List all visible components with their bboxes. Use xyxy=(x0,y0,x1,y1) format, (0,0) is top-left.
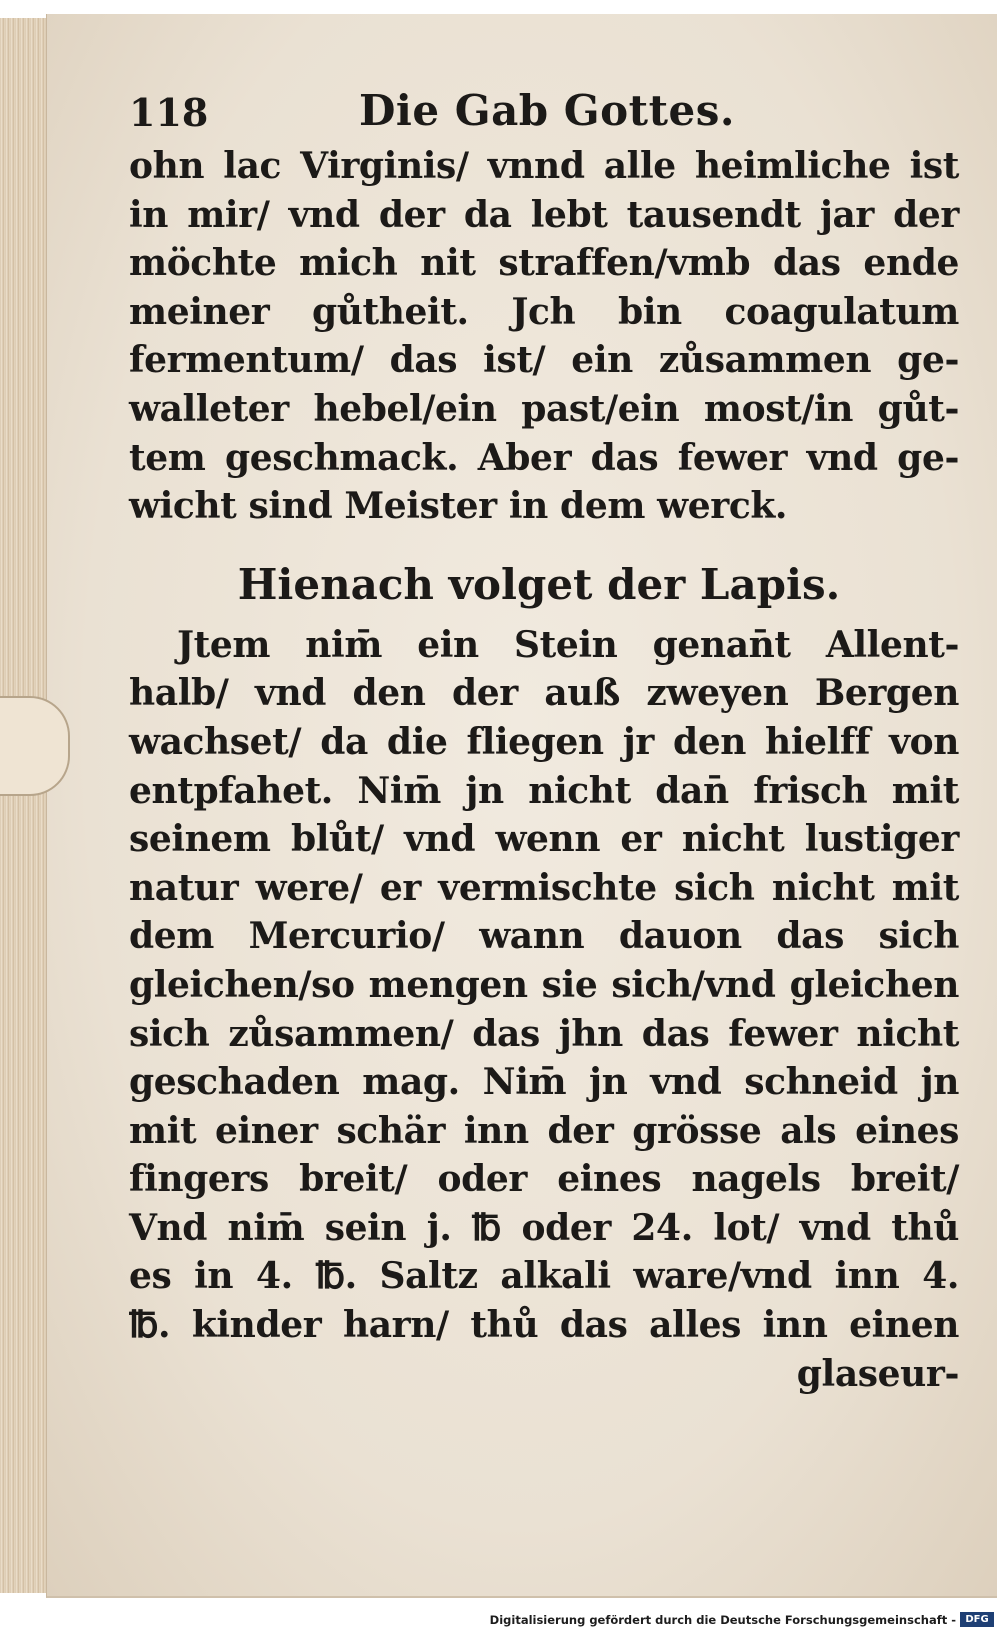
text-line: ℔. kinder harn/ thů das alles inn einen xyxy=(129,1304,959,1347)
paragraph-1 xyxy=(129,142,959,531)
paragraph-2 xyxy=(129,621,959,1399)
text-line: mit einer schär inn der grösse als eines xyxy=(129,1109,959,1152)
text-block xyxy=(129,82,959,1398)
catchword: glaseur- xyxy=(796,1352,959,1395)
book-page xyxy=(46,14,997,1598)
text-line: sich zůsammen/ das jhn das fewer nicht xyxy=(129,1012,959,1055)
text-line: es in 4. ℔. Saltz alkali ware/vnd inn 4. xyxy=(129,1255,959,1298)
page-number: 118 xyxy=(129,90,209,135)
text-line: meiner gůtheit. Jch bin coagulatum xyxy=(129,290,959,333)
text-line: natur were/ er vermischte sich nicht mit xyxy=(129,866,959,909)
text-line: tem geschmack. Aber das fewer vnd ge- xyxy=(129,436,959,479)
text-line: Jtem nim̄ ein Stein genan̄t Allent- xyxy=(177,623,959,666)
running-title: Die Gab Gottes. xyxy=(359,86,735,135)
dfg-logo: DFG xyxy=(960,1612,994,1627)
text-line: geschaden mag. Nim̄ jn vnd schneid jn xyxy=(129,1061,959,1104)
page-tab-marker xyxy=(0,696,70,796)
text-line: wicht sind Meister in dem werck. xyxy=(129,485,788,528)
text-line: dem Mercurio/ wann dauon das sich xyxy=(129,915,959,958)
text-line: entpfahet. Nim̄ jn nicht dan̄ frisch mit xyxy=(129,769,959,812)
digitization-credit: Digitalisierung gefördert durch die Deutsche Forschungsgemeinschaft - xyxy=(489,1613,956,1627)
text-line: Vnd nim̄ sein j. ℔ oder 24. lot/ vnd thů xyxy=(129,1206,959,1249)
text-line: fermentum/ das ist/ ein zůsammen ge- xyxy=(129,339,959,382)
text-line: wachset/ da die fliegen jr den hielff von xyxy=(129,720,959,763)
text-line: ohn lac Virginis/ vnnd alle heimliche ist xyxy=(129,145,959,187)
section-heading: Hienach volget der Lapis. xyxy=(237,559,841,609)
book-edge xyxy=(0,18,49,1593)
text-line: walleter hebel/ein past/ein most/in gůt- xyxy=(129,387,959,430)
text-line: in mir/ vnd der da lebt tausendt jar der xyxy=(129,193,959,236)
text-line: seinem blůt/ vnd wenn er nicht lustiger xyxy=(129,818,959,861)
text-line: möchte mich nit straffen/vmb das ende xyxy=(129,242,959,285)
page-header xyxy=(129,82,959,142)
text-line: gleichen/so mengen sie sich/vnd gleichen xyxy=(129,963,959,1006)
footer-bar xyxy=(0,1610,1000,1631)
text-line: halb/ vnd den der auß zweyen Bergen xyxy=(129,672,959,715)
text-line: fingers breit/ oder eines nagels breit/ xyxy=(129,1158,959,1201)
